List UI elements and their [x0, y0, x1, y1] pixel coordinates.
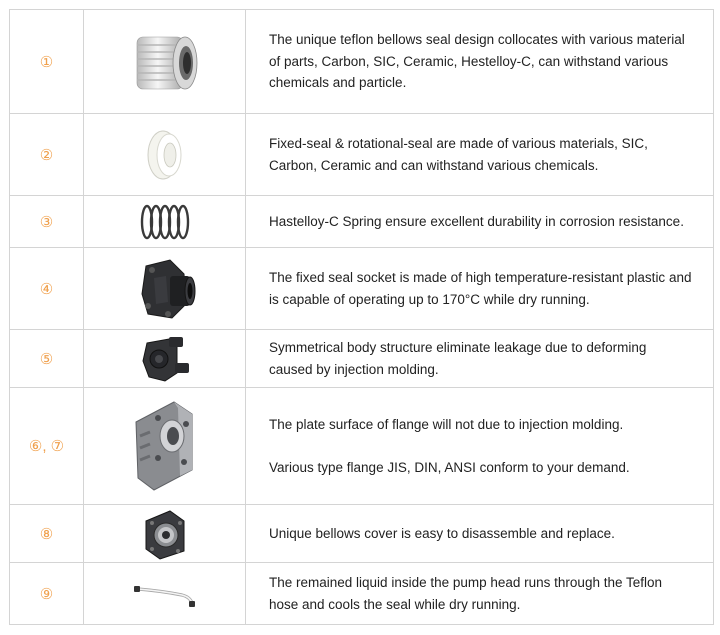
description-text: The fixed seal socket is made of high temperature-resistant plastic and is capable of operating up to 170°C while dry running.	[269, 270, 692, 307]
row-number: ⑧	[10, 505, 84, 563]
table-row	[10, 330, 714, 388]
description-cell	[246, 388, 714, 505]
row-number: ⑤	[10, 330, 84, 388]
description-text: Hastelloy-C Spring ensure excellent durability in corrosion resistance.	[269, 213, 684, 229]
teflon-hose-icon	[84, 563, 246, 625]
table-row	[10, 505, 714, 563]
description-cell	[246, 196, 714, 248]
teflon-bellows-icon	[84, 10, 246, 114]
table-row	[10, 10, 714, 114]
seal-socket-icon	[132, 254, 198, 324]
row-number: ①	[10, 10, 84, 114]
description-cell	[246, 114, 714, 196]
description-text: The plate surface of flange will not due to injection molding.	[269, 417, 624, 432]
description-text: Unique bellows cover is easy to disassemble and replace.	[269, 525, 615, 541]
description-text: Fixed-seal & rotational-seal are made of various materials, SIC, Carbon, Ceramic and can withstand various chemicals.	[269, 136, 648, 173]
teflon-bellows-icon	[125, 27, 205, 97]
table-row	[10, 114, 714, 196]
flange-icon	[128, 396, 202, 496]
description-cell	[246, 563, 714, 625]
teflon-hose-icon	[130, 579, 200, 609]
description-cell	[246, 330, 714, 388]
description-cell	[246, 248, 714, 330]
description-cell	[246, 10, 714, 114]
pump-body-icon	[84, 330, 246, 388]
row-number: ④	[10, 248, 84, 330]
seal-ring-icon	[135, 125, 195, 185]
seal-ring-icon	[84, 114, 246, 196]
row-number: ⑥, ⑦	[10, 388, 84, 505]
spring-icon	[137, 202, 193, 242]
table-row	[10, 196, 714, 248]
row-number: ②	[10, 114, 84, 196]
row-number: ⑨	[10, 563, 84, 625]
description-text: The unique teflon bellows seal design collocates with various material of parts, Carbon, SIC, Ceramic, Hestelloy-C, can withstand various chemicals and particle.	[269, 32, 685, 91]
spring-icon	[84, 196, 246, 248]
table-row	[10, 388, 714, 505]
table-row	[10, 248, 714, 330]
parts-table	[9, 9, 714, 625]
description-text: Symmetrical body structure eliminate leakage due to deforming caused by injection molding.	[269, 340, 647, 377]
description-cell	[246, 505, 714, 563]
seal-socket-icon	[84, 248, 246, 330]
description-text: The remained liquid inside the pump head runs through the Teflon hose and cools the seal while dry running.	[269, 575, 663, 612]
row-number: ③	[10, 196, 84, 248]
bellows-cover-icon	[84, 505, 246, 563]
description-text: Various type flange JIS, DIN, ANSI conform to your demand.	[269, 459, 630, 475]
bellows-cover-icon	[140, 507, 190, 561]
flange-icon	[84, 388, 246, 505]
pump-body-icon	[135, 333, 195, 385]
table-row	[10, 563, 714, 625]
